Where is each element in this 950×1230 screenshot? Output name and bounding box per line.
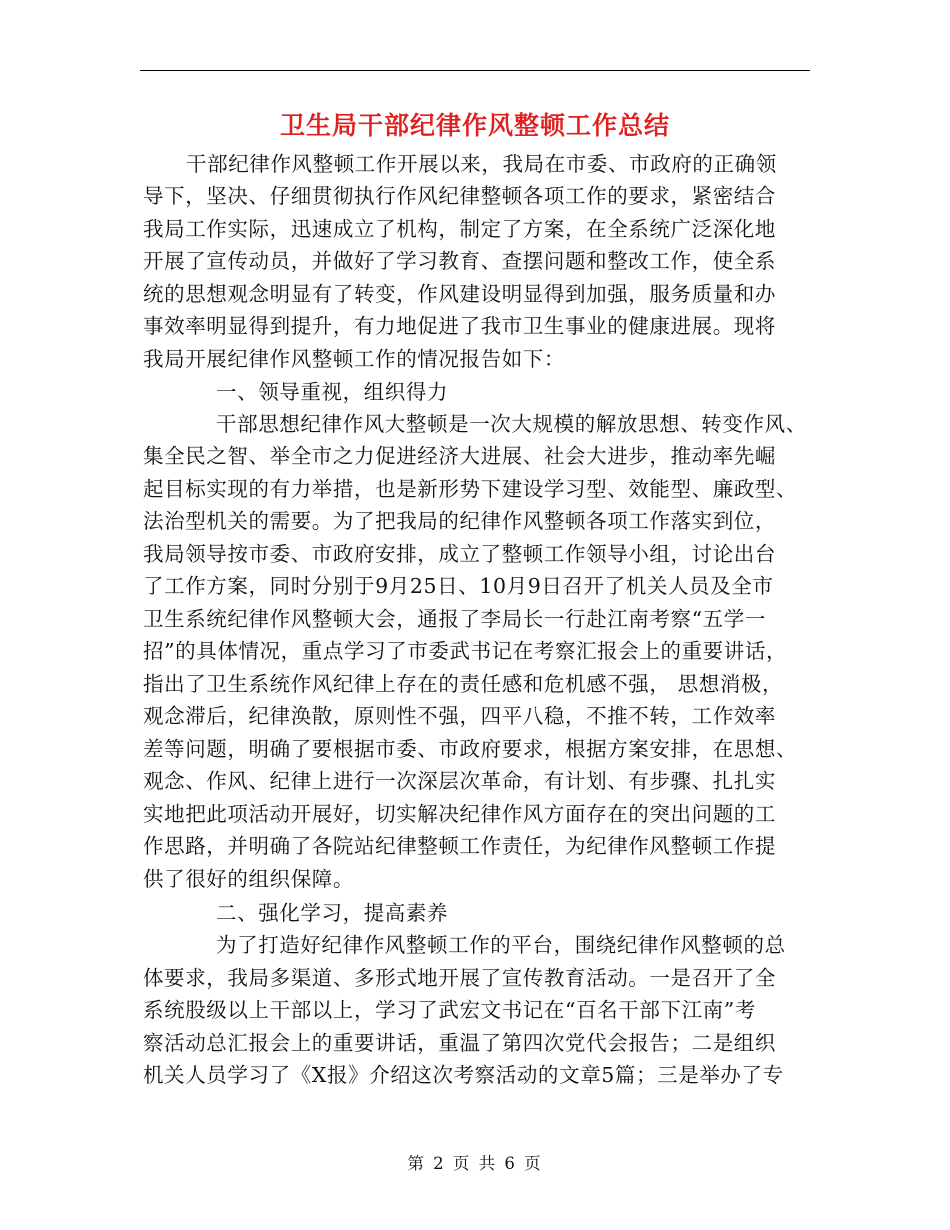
header-rule bbox=[140, 70, 810, 71]
body-line: 为了打造好纪律作风整顿工作的平台，围绕纪律作风整顿的总 bbox=[216, 933, 786, 957]
body-line: 察活动总汇报会上的重要讲话，重温了第四次党代会报告；二是组织 bbox=[143, 1031, 776, 1055]
body-line: 差等问题，明确了要根据市委、市政府要求，根据方案安排，在思想、 bbox=[143, 737, 798, 761]
body-line: 集全民之智、举全市之力促进经济大进展、社会大进步，推动率先崛 bbox=[143, 444, 776, 468]
body-line: 法治型机关的需要。为了把我局的纪律作风整顿各项工作落实到位， bbox=[143, 509, 776, 533]
body-line: 我局开展纪律作风整顿工作的情况报告如下： bbox=[143, 347, 565, 371]
page-number-footer: 第 2 页 共 6 页 bbox=[407, 1154, 543, 1173]
body-line: 作思路，并明确了各院站纪律整顿工作责任，为纪律作风整顿工作提 bbox=[143, 834, 776, 858]
body-line: 事效率明显得到提升，有力地促进了我市卫生事业的健康进展。现将 bbox=[143, 314, 776, 338]
body-line: 统的思想观念明显有了转变，作风建设明显得到加强，服务质量和办 bbox=[143, 282, 776, 306]
body-line: 干部思想纪律作风大整顿是一次大规模的解放思想、转变作风、 bbox=[216, 412, 807, 436]
body-line: 干部纪律作风整顿工作开展以来，我局在市委、市政府的正确领 bbox=[186, 152, 777, 176]
body-line: 我局领导按市委、市政府安排，成立了整顿工作领导小组，讨论出台 bbox=[143, 542, 776, 566]
body-line: 导下，坚决、仔细贯彻执行作风纪律整顿各项工作的要求，紧密结合 bbox=[143, 184, 776, 208]
section-heading-2: 二、强化学习，提高素养 bbox=[216, 901, 449, 925]
body-line: 观念、作风、纪律上进行一次深层次革命，有计划、有步骤、扎扎实 bbox=[143, 769, 776, 793]
body-line: 供了很好的组织保障。 bbox=[143, 867, 354, 891]
document-title: 卫生局干部纪律作风整顿工作总结 bbox=[279, 111, 670, 140]
body-line: 指出了卫生系统作风纪律上存在的责任感和危机感不强， 思想消极， bbox=[143, 672, 784, 696]
body-line: 机关人员学习了《X报》介绍这次考察活动的文章5篇；三是举办了专 bbox=[143, 1063, 784, 1087]
body-line: 招”的具体情况，重点学习了市委武书记在考察汇报会上的重要讲话， bbox=[143, 639, 788, 663]
section-heading-1: 一、领导重视，组织得力 bbox=[216, 380, 449, 404]
body-line: 系统股级以上干部以上，学习了武宏文书记在“百名干部下江南”考 bbox=[143, 998, 756, 1022]
body-line: 起目标实现的有力举措，也是新形势下建设学习型、效能型、廉政型、 bbox=[143, 477, 798, 501]
body-line: 了工作方案，同时分别于9月25日、10月9日召开了机关人员及全市 bbox=[143, 574, 774, 598]
body-line: 我局工作实际，迅速成立了机构，制定了方案，在全系统广泛深化地 bbox=[143, 217, 776, 241]
body-line: 开展了宣传动员，并做好了学习教育、查摆问题和整改工作，使全系 bbox=[143, 249, 776, 273]
body-line: 观念滞后，纪律涣散，原则性不强，四平八稳，不推不转，工作效率 bbox=[143, 704, 776, 728]
body-line: 体要求，我局多渠道、多形式地开展了宣传教育活动。一是召开了全 bbox=[143, 966, 776, 990]
body-line: 卫生系统纪律作风整顿大会，通报了李局长一行赴江南考察“五学一 bbox=[143, 607, 766, 631]
body-line: 实地把此项活动开展好，切实解决纪律作风方面存在的突出问题的工 bbox=[143, 802, 776, 826]
